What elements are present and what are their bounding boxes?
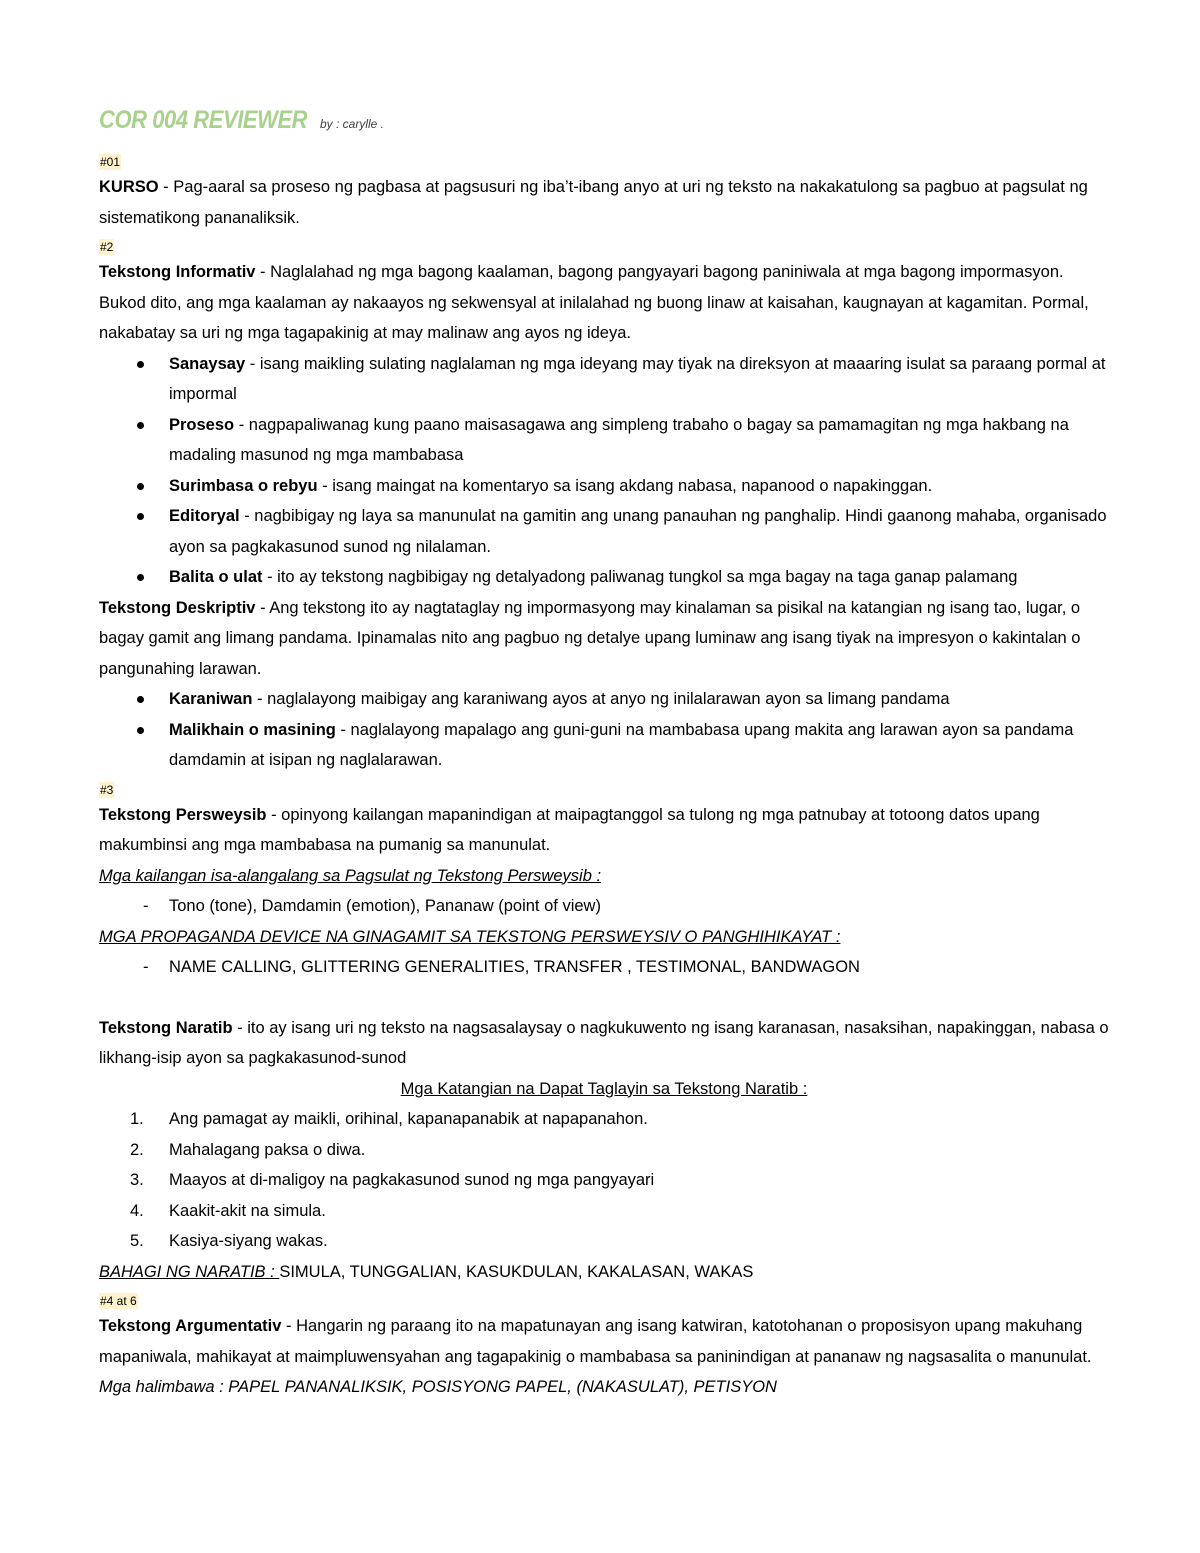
item-definition: - isang maikling sulating naglalaman ng mga ideyang may tiyak na direksyon at maaaring isulat sa paraang pormal at impormal: [169, 354, 1106, 403]
item-term: Karaniwan: [169, 690, 253, 708]
list-item: [99, 715, 1109, 776]
argumentativ-definition: - Hangarin ng paraang ito na mapatunayan ang isang katwiran, katotohanan o proposisyon upang makuhang mapaniwala, mahikayat at maimpluwensyahan ang tagapakinig o mambabasa sa paninindigan at pananaw ng nagsasalita o manunulat.: [99, 1317, 1092, 1366]
item-number: 4.: [130, 1201, 144, 1220]
persweysib-term: Tekstong Persweysib: [99, 805, 267, 824]
item-term: Surimbasa o rebyu: [169, 476, 318, 495]
informativ-term: Tekstong Informativ: [99, 263, 256, 281]
list-item: [99, 501, 1109, 562]
argumentativ-term: Tekstong Argumentativ: [99, 1317, 282, 1335]
persweysib-definition: - opinyong kailangan mapanindigan at maipagtanggol sa tulong ng mga patnubay at totoong datos upang makumbinsi ang mga mambabasa na pumanig sa manunulat.: [99, 805, 1040, 854]
list-item: [99, 1104, 1109, 1135]
section-tag-4-at-6: #4 at 6: [100, 1294, 137, 1308]
list-item: - NAME CALLING, GLITTERING GENERALITIES, TRANSFER , TESTIMONAL, BANDWAGON: [99, 952, 1109, 983]
title-row: [99, 98, 1109, 148]
naratib-definition: - ito ay isang uri ng teksto na nagsasalaysay o nagkukuwento ng isang karanasan, nasaksihan, napakinggan, nabasa o likhang-isip ayon sa pagkakasunod-sunod: [99, 1018, 1109, 1067]
document-page: [99, 98, 1109, 1403]
list-item: [99, 1165, 1109, 1196]
section-tag-01: #01: [100, 155, 121, 169]
persweysib-paragraph: [99, 800, 1109, 861]
item-term: Proseso: [169, 415, 235, 434]
deskriptiv-types-list: [99, 684, 1109, 776]
deskriptiv-definition: - Ang tekstong ito ay nagtataglay ng impormasyong may kinalaman sa pisikal na katangian ng isang tao, lugar, o bagay gamit ang limang pandama. Ipinamalas nito ang pagbuo ng detalye upang luminaw ang isang tiyak na impresyon o kakintalan o pangunahing larawan.: [99, 598, 1081, 678]
item-definition: - naglalayong maibigay ang karaniwang ayos at anyo ng inilalarawan ayon sa limang pandama: [252, 690, 950, 708]
informativ-types-list: [99, 349, 1109, 593]
naratib-characteristics-list: [99, 1104, 1109, 1257]
list-item: [99, 684, 1109, 715]
propaganda-device-list: [99, 952, 1109, 983]
item-definition: - naglalayong mapalago ang guni-guni na mambabasa upang makita ang larawan ayon sa pandama damdamin at isipan ng naglalarawan.: [169, 720, 1074, 769]
item-term: Sanaysay: [169, 354, 246, 373]
blank-line: [99, 983, 1109, 1013]
kurso-definition: - Pag-aaral sa proseso ng pagbasa at pagsusuri ng iba’t-ibang anyo at uri ng teksto na nakakatulong sa pagbuo at pagsulat ng sistematikong pananaliksik.: [99, 178, 1088, 227]
item-text: Kaakit-akit na simula.: [169, 1201, 326, 1220]
section-tag-2: #2: [100, 240, 114, 254]
kurso-paragraph: [99, 172, 1109, 233]
propaganda-device-heading: MGA PROPAGANDA DEVICE NA GINAGAMIT SA TEKSTONG PERSWEYSIV O PANGHIHIKAYAT :: [99, 927, 841, 946]
list-item: [99, 349, 1109, 410]
list-item: [99, 1196, 1109, 1227]
considerations-list: [99, 891, 1109, 922]
deskriptiv-term: Tekstong Deskriptiv: [99, 598, 256, 617]
naratib-heading-wrap: [99, 1074, 1109, 1105]
item-term: Balita o ulat: [169, 568, 263, 586]
item-text: Mahalagang paksa o diwa.: [169, 1140, 366, 1159]
naratib-term: Tekstong Naratib: [99, 1018, 233, 1037]
author-byline: by : carylle .: [319, 117, 384, 131]
list-item: [99, 1226, 1109, 1257]
item-term: Malikhain o masining: [169, 720, 336, 739]
item-number: 2.: [130, 1140, 144, 1159]
item-text: Ang pamagat ay maikli, orihinal, kapanapanabik at napapanahon.: [169, 1110, 648, 1128]
naratib-paragraph: [99, 1013, 1109, 1074]
argumentativ-examples: Mga halimbawa : PAPEL PANANALIKSIK, POSISYONG PAPEL, (NAKASULAT), PETISYON: [99, 1378, 777, 1396]
item-term: Editoryal: [169, 507, 240, 525]
naratib-parts-label: BAHAGI NG NARATIB :: [99, 1262, 280, 1281]
informativ-definition: - Naglalahad ng mga bagong kaalaman, bagong pangyayari bagong paniniwala at mga bagong impormasyon. Bukod dito, ang mga kaalaman ay nakaayos ng sekwensyal at inilalahad ng buong linaw at kaisahan, kaugnayan at kagamitan. Pormal, nakabatay sa uri ng mga tagapakinig at may malinaw ang ayos ng ideya.: [99, 263, 1089, 342]
naratib-parts-value: SIMULA, TUNGGALIAN, KASUKDULAN, KAKALASAN, WAKAS: [279, 1262, 754, 1281]
informativ-paragraph: [99, 257, 1109, 349]
item-definition: - nagbibigay ng laya sa manunulat na gamitin ang unang panauhan ng panghalip. Hindi gaanong mahaba, organisado ayon sa pagkakasunod sunod ng nilalaman.: [169, 507, 1107, 556]
naratib-characteristics-heading: Mga Katangian na Dapat Taglayin sa Tekstong Naratib :: [400, 1079, 808, 1098]
document-title: COR 004 REVIEWER: [99, 106, 308, 134]
list-item: [99, 471, 1109, 502]
list-item: [99, 410, 1109, 471]
persweysib-heading-considerations: Mga kailangan isa-alangalang sa Pagsulat ng Tekstong Persweysib :: [99, 866, 602, 885]
item-definition: - ito ay tekstong nagbibigay ng detalyadong paliwanag tungkol sa mga bagay na taga ganap palamang: [262, 568, 1018, 586]
item-number: 1.: [130, 1110, 144, 1128]
kurso-term: KURSO: [99, 178, 159, 196]
item-number: 3.: [130, 1171, 144, 1189]
list-item: - Tono (tone), Damdamin (emotion), Pananaw (point of view): [99, 891, 1109, 922]
section-tag-3: #3: [100, 782, 114, 797]
argumentativ-paragraph: [99, 1311, 1109, 1372]
item-number: 5.: [130, 1232, 144, 1250]
naratib-parts-line: [99, 1257, 1109, 1288]
list-item: [99, 1135, 1109, 1166]
deskriptiv-paragraph: [99, 593, 1109, 685]
item-definition: - nagpapaliwanag kung paano maisasagawa ang simpleng trabaho o bagay sa pamamagitan ng mga hakbang na madaling masunod ng mga mambabasa: [169, 415, 1069, 464]
item-text: Maayos at di-maligoy na pagkakasunod sunod ng mga pangyayari: [169, 1171, 655, 1189]
item-definition: - isang maingat na komentaryo sa isang akdang nabasa, napanood o napakinggan.: [317, 476, 933, 495]
list-item: [99, 562, 1109, 593]
item-text: Kasiya-siyang wakas.: [169, 1232, 328, 1250]
